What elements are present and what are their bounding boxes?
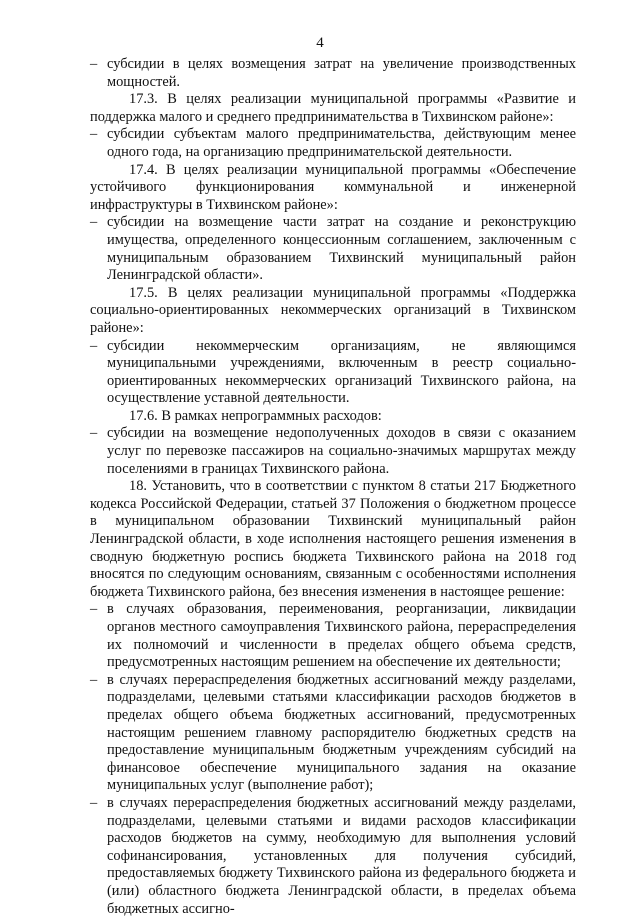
bullet-paragraph xyxy=(90,601,576,671)
page-number: 4 xyxy=(316,35,324,51)
paragraph-text: субсидии некоммерческим организациям, не являющимся муниципальными учреждениями, включенным в реестр социально-ориентированных некоммерческих организаций Тихвинского района, на осуществление уставной деятельности. xyxy=(107,337,576,407)
paragraph-text: в случаях перераспределения бюджетных ассигнований между разделами, подразделами, целевыми статьями классификации расходов бюджетов в пределах общего объема бюджетных ассигнований, предусмотренных настоящим решением главному распорядителю бюджетных средств на предоставление муниципальным бюджетным учреждениям субсидий на финансовое обеспечение муниципального задания на оказание муниципальных услуг (выполнение работ); xyxy=(107,671,576,794)
bullet-paragraph xyxy=(90,126,576,161)
bullet-paragraph xyxy=(90,795,576,918)
bullet-dash: – xyxy=(90,425,98,442)
indented-paragraph: 17.5. В целях реализации муниципальной программы «Поддержка социально-ориентированных некоммерческих организаций в Тихвинском районе»: xyxy=(90,284,576,336)
paragraph-text: в случаях образования, переименования, реорганизации, ликвидации органов местного самоуправления Тихвинского района, перераспределения их полномочий и численности в пределах общего объема средств, предусмотренных настоящим решением на обеспечение их деятельности; xyxy=(107,601,576,671)
paragraph-text: субсидии на возмещение недополученных доходов в связи с оказанием услуг по перевозке пассажиров на социально-значимых маршрутах между поселениями в границах Тихвинского района. xyxy=(107,425,576,477)
bullet-dash: – xyxy=(90,794,98,811)
paragraph-text: субсидии субъектам малого предпринимательства, действующим менее одного года, на организацию предпринимательской деятельности. xyxy=(107,126,576,160)
bullet-paragraph xyxy=(90,214,576,284)
bullet-dash: – xyxy=(90,56,98,72)
bullet-paragraph xyxy=(90,672,576,795)
paragraph-text: субсидии в целях возмещения затрат на увеличение производственных мощностей. xyxy=(107,56,576,90)
indented-paragraph: 18. Установить, что в соответствии с пунктом 8 статьи 217 Бюджетного кодекса Российской Федерации, статьей 37 Положения о бюджетном процессе в муниципальном образовании Тихвинский муниципальный район Ленинградской области, в ходе исполнения настоящего решения изменения в сводную бюджетную роспись бюджета Тихвинского района на 2018 год вносятся по следующим основаниям, связанным с особенностями исполнения бюджета Тихвинского района, без внесения изменения в настоящее решение: xyxy=(90,478,576,600)
bullet-paragraph xyxy=(90,425,576,478)
bullet-dash: – xyxy=(90,337,98,354)
bullet-paragraph xyxy=(90,338,576,408)
document-body xyxy=(90,56,576,918)
indented-paragraph: 17.3. В целях реализации муниципальной программы «Развитие и поддержка малого и среднего предпринимательства в Тихвинском районе»: xyxy=(90,91,576,125)
bullet-dash: – xyxy=(90,126,98,143)
bullet-dash: – xyxy=(90,214,98,231)
bullet-dash: – xyxy=(90,671,98,688)
indented-paragraph: 17.6. В рамках непрограммных расходов: xyxy=(129,407,382,424)
paragraph-text: в случаях перераспределения бюджетных ассигнований между разделами, подразделами, целевыми статьями и видами расходов классификации расходов бюджетов на сумму, необходимую для выполнения условий софинансирования, установленных для получения субсидий, предоставляемых бюджету Тихвинского района из федерального бюджета и (или) областного бюджета Ленинградской области, в пределах объема бюджетных ассигно- xyxy=(107,794,576,917)
indented-paragraph: 17.4. В целях реализации муниципальной программы «Обеспечение устойчивого функционирования коммунальной и инженерной инфраструктуры в Тихвинском районе»: xyxy=(90,161,576,213)
paragraph-text: субсидии на возмещение части затрат на создание и реконструкцию имущества, определенного концессионным соглашением, заключенным с муниципальным образованием Тихвинский муниципальный район Ленинградской области». xyxy=(107,214,576,284)
bullet-paragraph xyxy=(90,56,576,91)
bullet-dash: – xyxy=(90,601,98,618)
